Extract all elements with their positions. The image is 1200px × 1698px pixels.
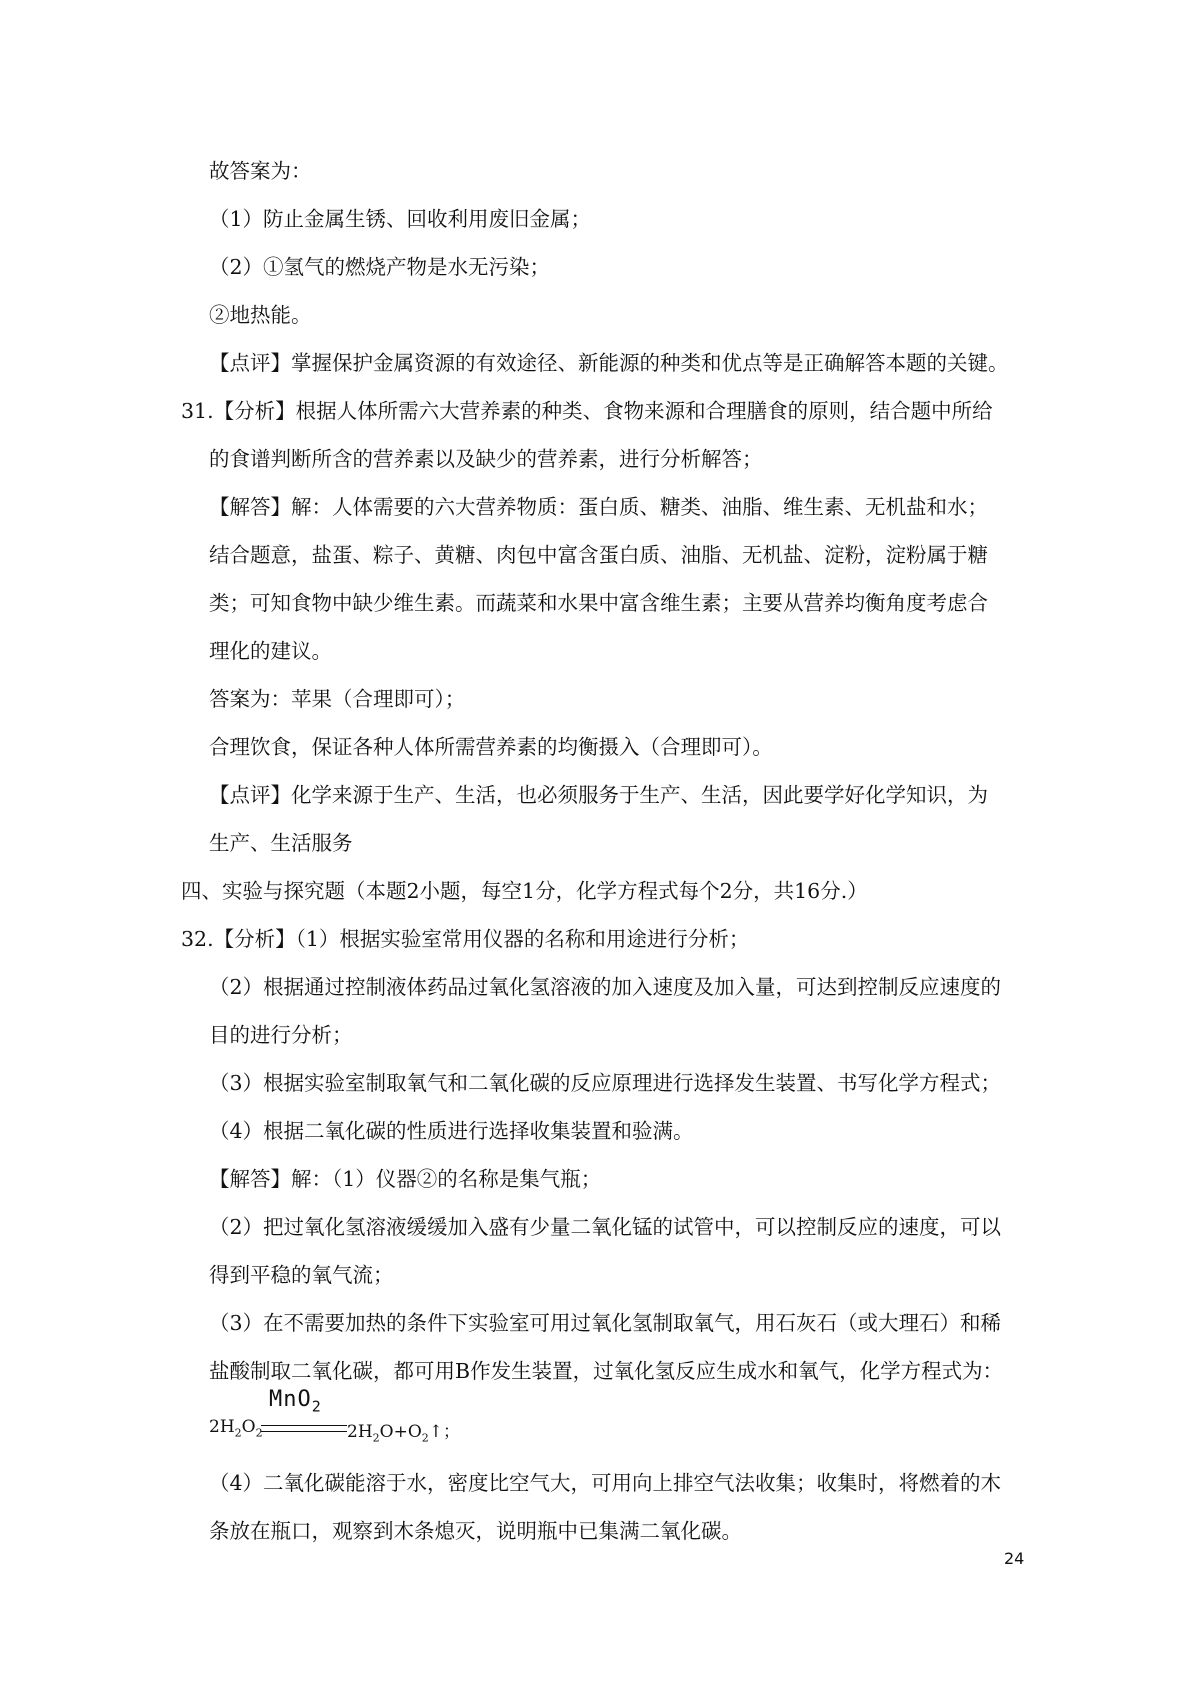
line-9: 结合题意，盐蛋、粽子、黄糖、肉包中富含蛋白质、油脂、无机盐、淀粉，淀粉属于糖 bbox=[209, 543, 988, 567]
reactant: $2H_2O_2$ bbox=[209, 1417, 263, 1440]
line-8: 【解答】解：人体需要的六大营养物质：蛋白质、糖类、油脂、维生素、无机盐和水； bbox=[209, 495, 988, 519]
line-6: 31.【分析】根据人体所需六大营养素的种类、食物来源和合理膳食的原则，结合题中所给 bbox=[181, 399, 993, 423]
page-number: 24 bbox=[1004, 1549, 1025, 1568]
line-28: 条放在瓶口，观察到木条熄灭，说明瓶中已集满二氧化碳。 bbox=[209, 1519, 742, 1543]
line-21: （4）根据二氧化碳的性质进行选择收集装置和验满。 bbox=[209, 1119, 694, 1143]
line-23: （2）把过氧化氢溶液缓缓加入盛有少量二氧化锰的试管中，可以控制反应的速度，可以 bbox=[209, 1215, 1002, 1239]
line-15: 生产、生活服务 bbox=[209, 831, 353, 855]
equals-sign bbox=[261, 1425, 347, 1432]
products: $2H_2O+O_2↑$； bbox=[347, 1422, 461, 1445]
line-20: （3）根据实验室制取氧气和二氧化碳的反应原理进行选择发生装置、书写化学方程式； bbox=[209, 1071, 1002, 1095]
line-24: 得到平稳的氧气流； bbox=[209, 1263, 394, 1287]
line-2: （1）防止金属生锈、回收利用废旧金属； bbox=[209, 207, 592, 231]
line-12: 答案为：苹果（合理即可）； bbox=[209, 687, 466, 711]
line-26: 盐酸制取二氧化碳，都可用B作发生装置，过氧化氢反应生成水和氧气，化学方程式为： bbox=[209, 1359, 1004, 1383]
chemical-equation bbox=[209, 1387, 469, 1447]
line-10: 类；可知食物中缺少维生素。而蔬菜和水果中富含维生素；主要从营养均衡角度考虑合 bbox=[209, 591, 988, 615]
line-22: 【解答】解：（1）仪器②的名称是集气瓶； bbox=[209, 1167, 602, 1191]
line-25: （3）在不需要加热的条件下实验室可用过氧化氢制取氧气，用石灰石（或大理石）和稀 bbox=[209, 1311, 1002, 1335]
catalyst-label: MnO$_2$ bbox=[269, 1387, 322, 1416]
line-7: 的食谱判断所含的营养素以及缺少的营养素，进行分析解答； bbox=[209, 447, 763, 471]
line-27: （4）二氧化碳能溶于水，密度比空气大，可用向上排空气法收集；收集时，将燃着的木 bbox=[209, 1471, 1002, 1495]
line-1: 故答案为： bbox=[209, 159, 312, 183]
line-5: 【点评】掌握保护金属资源的有效途径、新能源的种类和优点等是正确解答本题的关键。 bbox=[209, 351, 1009, 375]
line-14: 【点评】化学来源于生产、生活，也必须服务于生产、生活，因此要学好化学知识，为 bbox=[209, 783, 988, 807]
line-18: （2）根据通过控制液体药品过氧化氢溶液的加入速度及加入量，可达到控制反应速度的 bbox=[209, 975, 1002, 999]
line-4: ②地热能。 bbox=[209, 303, 312, 327]
line-13: 合理饮食，保证各种人体所需营养素的均衡摄入（合理即可）。 bbox=[209, 735, 773, 759]
line-19: 目的进行分析； bbox=[209, 1023, 353, 1047]
line-11: 理化的建议。 bbox=[209, 639, 332, 663]
line-17: 32.【分析】（1）根据实验室常用仪器的名称和用途进行分析； bbox=[181, 927, 750, 951]
section-heading: 四、实验与探究题（本题2小题，每空1分，化学方程式每个2分，共16分.） bbox=[181, 879, 868, 903]
line-3: （2）①氢气的燃烧产物是水无污染； bbox=[209, 255, 551, 279]
